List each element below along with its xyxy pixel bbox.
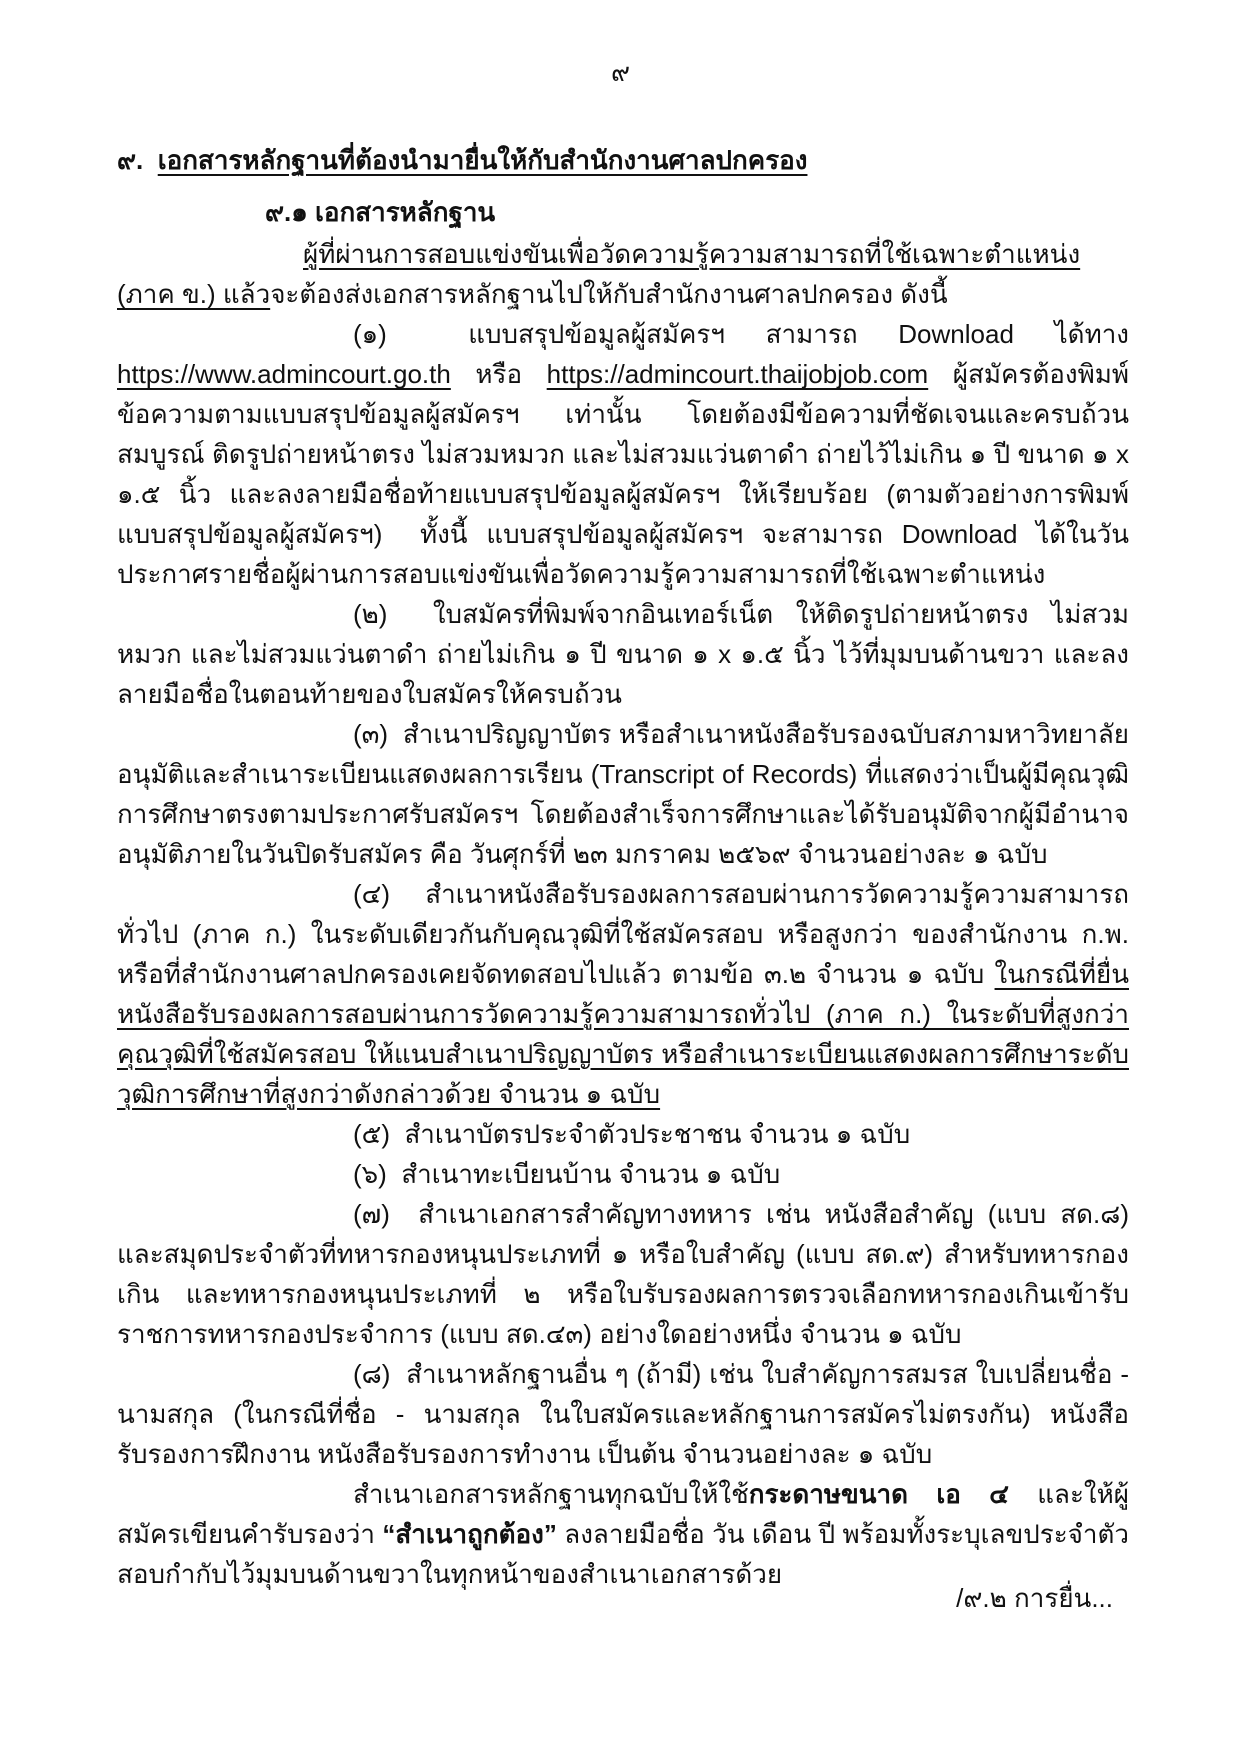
text-segment: กระดาษขนาด เอ ๔ [748,1479,1009,1509]
text-segment: ในกรณีที่ยื่นหนังสือรับรองผลการสอบผ่านการวัดความรู้ความสามารถทั่วไป (ภาค ก.) ในระดับที่สูงกว่า คุณวุฒิที่ใช้สมัครสอบ ให้แนบสำเนาปริญญาบัตร หรือสำเนาระเบียนแสดงผลการศึกษาระดับวุฒิการศึกษาที่สูงกว่าดังกล่าวด้วย จำนวน ๑ ฉบับ [117,959,1129,1109]
text-segment: ๙.๑ เอกสารหลักฐาน [265,197,496,227]
paragraph-item-5 [117,1114,1129,1154]
text-segment: (๒) ใบสมัครที่พิมพ์จากอินเทอร์เน็ต ให้ติดรูปถ่ายหน้าตรง ไม่สวมหมวก และไม่สวมแว่นตาดำ ถ่ายไม่เกิน ๑ ปี ขนาด ๑ x ๑.๕ นิ้ว ไว้ที่มุมบนด้านขวา และลงลายมือชื่อในตอนท้ายของใบสมัครให้ครบถ้วน [117,599,1129,709]
text-segment: (๑) แบบสรุปข้อมูลผู้สมัครฯ สามารถ Download ได้ทาง [353,319,1129,349]
url-admincourt-thaijobjob: https://admincourt.thaijobjob.com [546,359,929,389]
text-segment: สำเนาเอกสารหลักฐานทุกฉบับให้ใช้ [353,1479,749,1509]
paragraph-section-heading [117,140,1129,180]
paragraph-intro [117,234,1129,314]
text-segment: จะต้องส่งเอกสารหลักฐานไปให้กับสำนักงานศาลปกครอง ดังนี้ [270,279,948,309]
text-segment: (๕) สำเนาบัตรประจำตัวประชาชน จำนวน ๑ ฉบับ [353,1119,911,1149]
paragraph-item-6 [117,1154,1129,1194]
paragraph-item-4 [117,874,1129,1114]
text-segment: (๓) สำเนาปริญญาบัตร หรือสำเนาหนังสือรับรองฉบับสภามหาวิทยาลัยอนุมัติและสำเนาระเบียนแสดงผลการเรียน (Transcript of Records) ที่แสดงว่าเป็นผู้มีคุณวุฒิการศึกษาตรงตามประกาศรับสมัครฯ โดยต้องสำเร็จการศึกษาและได้รับอนุมัติจากผู้มีอำนาจอนุมัติภายในวันปิดรับสมัคร คือ วันศุกร์ที่ ๒๓ มกราคม ๒๕๖๙ จำนวนอย่างละ ๑ ฉบับ [117,719,1129,869]
text-segment: และให้ผู้สมัครเขียนคำรับรองว่า [117,1479,1129,1549]
text-segment: (๖) สำเนาทะเบียนบ้าน จำนวน ๑ ฉบับ [353,1159,781,1189]
page-number: ๙ [610,57,631,87]
text-segment: “สำเนาถูกต้อง” [382,1519,557,1549]
document-body [117,140,1129,1594]
paragraph-item-3 [117,714,1129,874]
url-admincourt-go-th: https://www.admincourt.go.th [117,359,451,389]
text-segment: ๙. [117,145,158,175]
text-segment: เอกสารหลักฐานที่ต้องนำมายื่นให้กับสำนักงานศาลปกครอง [157,145,808,175]
paragraph-item-7 [117,1194,1129,1354]
text-segment: (๔) สำเนาหนังสือรับรองผลการสอบผ่านการวัดความรู้ความสามารถทั่วไป (ภาค ก.) ในระดับเดียวกันกับคุณวุฒิที่ใช้สมัครสอบ หรือสูงกว่า ของสำนักงาน ก.พ. หรือที่สำนักงานศาลปกครองเคยจัดทดสอบไปแล้ว ตามข้อ ๓.๒ จำนวน ๑ ฉบับ [117,879,1129,989]
paragraph-item-8 [117,1354,1129,1474]
text-segment: (๗) สำเนาเอกสารสำคัญทางทหาร เช่น หนังสือสำคัญ (แบบ สด.๘) และสมุดประจำตัวที่ทหารกองหนุนประเภทที่ ๑ หรือใบสำคัญ (แบบ สด.๙) สำหรับทหารกองเกิน และทหารกองหนุนประเภทที่ ๒ หรือใบรับรองผลการตรวจเลือกทหารกองเกินเข้ารับราชการทหารกองประจำการ (แบบ สด.๔๓) อย่างใดอย่างหนึ่ง จำนวน ๑ ฉบับ [117,1199,1129,1349]
text-segment: ผู้ที่ผ่านการสอบแข่งขันเพื่อวัดความรู้ความสามารถที่ใช้เฉพาะตำแหน่ง (ภาค ข.) แล้ว [117,239,1081,309]
continuation-note: /๙.๒ การยื่น... [956,1583,1113,1613]
text-segment: ผู้สมัครต้องพิมพ์ข้อความตามแบบสรุปข้อมูลผู้สมัครฯ เท่านั้น โดยต้องมีข้อความที่ชัดเจนและครบถ้วนสมบูรณ์ ติดรูปถ่ายหน้าตรง ไม่สวมหมวก และไม่สวมแว่นตาดำ ถ่ายไว้ไม่เกิน ๑ ปี ขนาด ๑ x ๑.๕ นิ้ว และลงลายมือชื่อท้ายแบบสรุปข้อมูลผู้สมัครฯ ให้เรียบร้อย (ตามตัวอย่างการพิมพ์แบบสรุปข้อมูลผู้สมัครฯ) ทั้งนี้ แบบสรุปข้อมูลผู้สมัครฯ จะสามารถ Download ได้ในวันประกาศรายชื่อผู้ผ่านการสอบแข่งขันเพื่อวัดความรู้ความสามารถที่ใช้เฉพาะตำแหน่ง [117,359,1129,589]
text-segment: ลงลายมือชื่อ วัน เดือน ปี พร้อมทั้งระบุเลขประจำตัวสอบกำกับไว้มุมบนด้านขวาในทุกหน้าของสำเนาเอกสารด้วย [117,1519,1129,1589]
text-segment: หรือ [450,359,547,389]
paragraph-item-1 [117,314,1129,594]
text-segment: (๘) สำเนาหลักฐานอื่น ๆ (ถ้ามี) เช่น ใบสำคัญการสมรส ใบเปลี่ยนชื่อ - นามสกุล (ในกรณีที่ชื่อ - นามสกุล ในใบสมัครและหลักฐานการสมัครไม่ตรงกัน) หนังสือรับรองการฝึกงาน หนังสือรับรองการทำงาน เป็นต้น จำนวนอย่างละ ๑ ฉบับ [117,1359,1129,1469]
paragraph-closing [117,1474,1129,1594]
paragraph-sub-heading-9-1 [117,192,1129,232]
paragraph-item-2 [117,594,1129,714]
